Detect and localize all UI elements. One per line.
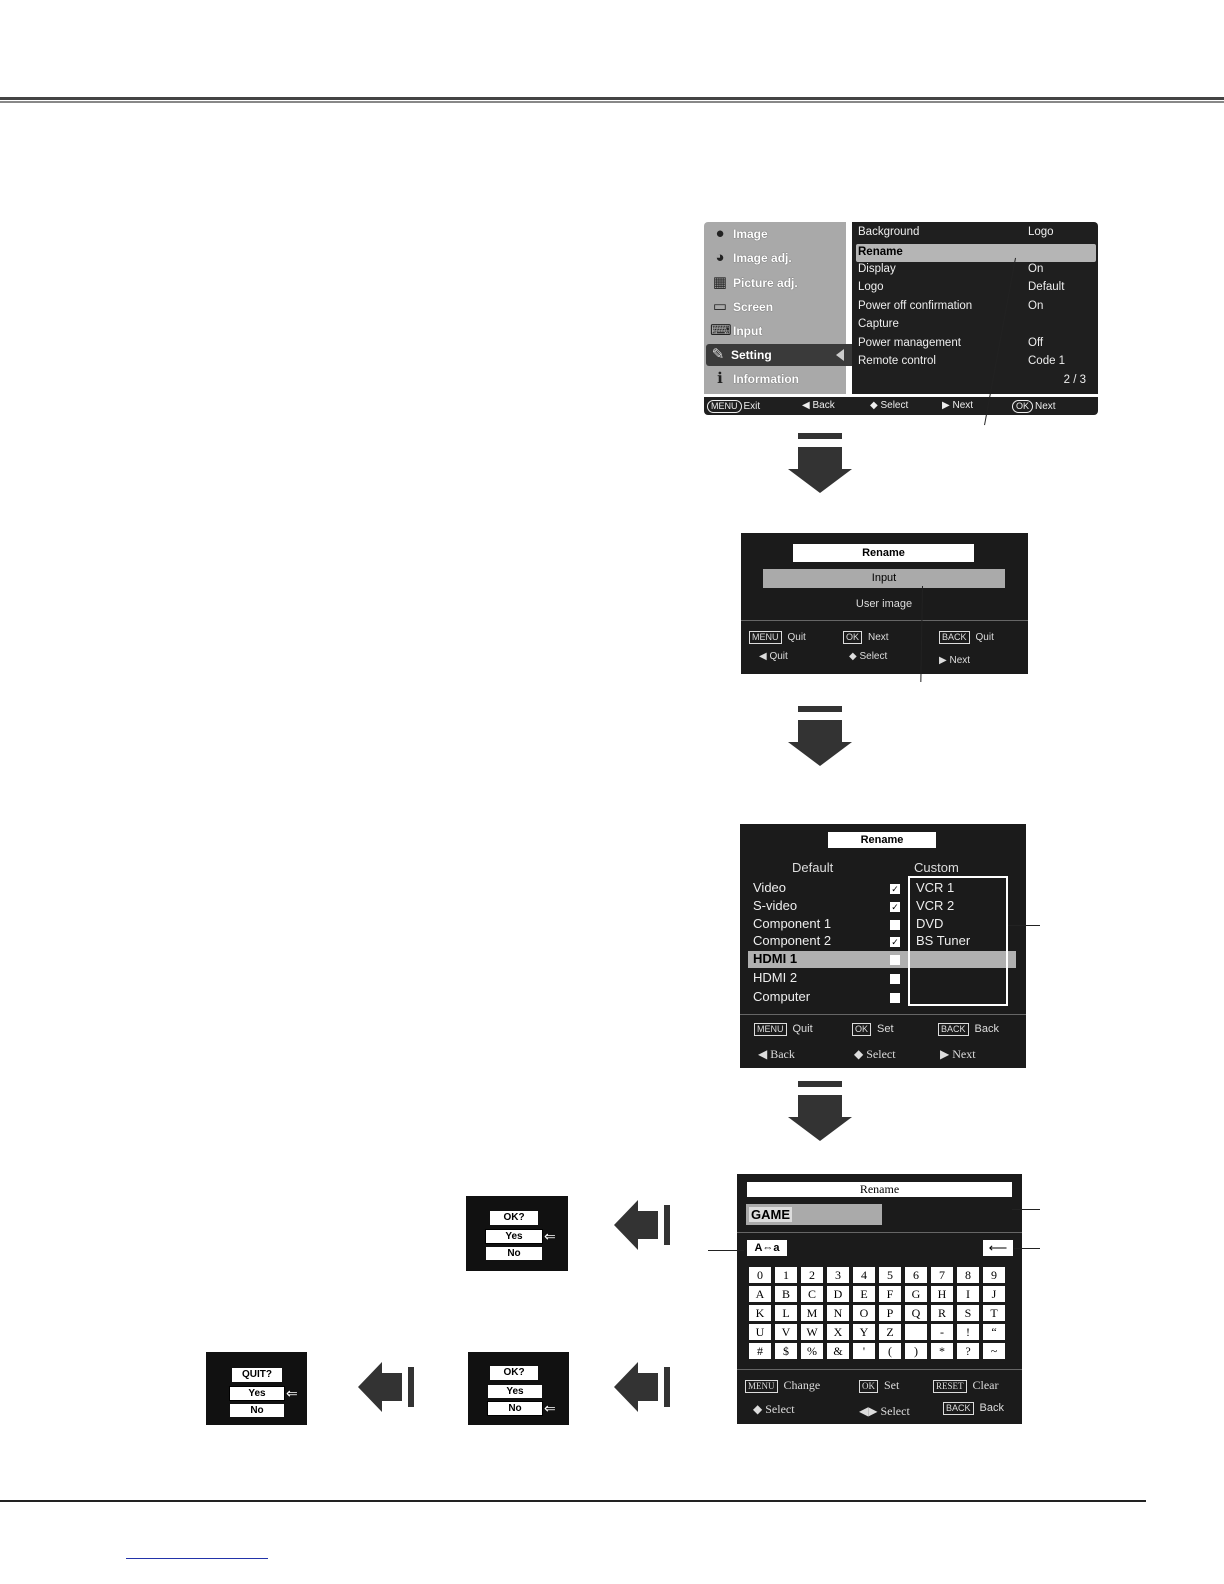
menu-item-image-adj[interactable]: ◕ Image adj. bbox=[708, 247, 846, 269]
help-leftright-select: ◀▶ Select bbox=[859, 1404, 910, 1418]
footer-link-underline bbox=[126, 1558, 268, 1559]
keyboard-key[interactable]: V bbox=[775, 1324, 797, 1340]
submenu-item-display[interactable]: Display On bbox=[858, 263, 1044, 275]
keyboard-key[interactable]: 2 bbox=[801, 1267, 823, 1283]
divider bbox=[737, 1369, 1022, 1370]
submenu-item-power-management[interactable]: Power management Off bbox=[858, 337, 1044, 349]
keyboard-key[interactable] bbox=[905, 1324, 927, 1340]
backspace-button[interactable]: ⟵ bbox=[983, 1240, 1013, 1256]
rename-select-dialog bbox=[741, 533, 1028, 674]
list-item[interactable]: Video ✓ VCR 1 bbox=[753, 880, 955, 895]
help-reset-clear: RESET Clear bbox=[933, 1378, 999, 1393]
keyboard-key[interactable]: Z bbox=[879, 1324, 901, 1340]
submenu-item-rename[interactable]: Rename bbox=[856, 244, 1096, 262]
keyboard-key[interactable]: P bbox=[879, 1305, 901, 1321]
keyboard-key[interactable]: L bbox=[775, 1305, 797, 1321]
keyboard-key[interactable]: T bbox=[983, 1305, 1005, 1321]
keyboard-key[interactable]: % bbox=[801, 1343, 823, 1359]
keyboard-key[interactable]: F bbox=[879, 1286, 901, 1302]
keyboard-key[interactable]: ~ bbox=[983, 1343, 1005, 1359]
case-toggle-button[interactable]: A⇔a bbox=[747, 1240, 787, 1256]
keyboard-key[interactable]: 4 bbox=[853, 1267, 875, 1283]
help-left-quit: ◀ Quit bbox=[759, 651, 788, 662]
keyboard-key[interactable]: # bbox=[749, 1343, 771, 1359]
keyboard-key[interactable]: C bbox=[801, 1286, 823, 1302]
keyboard-key[interactable]: J bbox=[983, 1286, 1005, 1302]
keyboard-key[interactable]: R bbox=[931, 1305, 953, 1321]
help-left-back: ◀ Back bbox=[758, 1047, 795, 1061]
help-updown-select: ◆ Select bbox=[753, 1402, 795, 1416]
screen-icon: ▭ bbox=[712, 298, 728, 315]
confirm-quit-dialog bbox=[206, 1352, 307, 1425]
menu-sidebar bbox=[704, 222, 846, 394]
help-menu-change: MENU Change bbox=[745, 1378, 820, 1393]
callout-line-backspace bbox=[1014, 1248, 1040, 1249]
header-rule-thin bbox=[0, 101, 1224, 103]
confirm-title: OK? bbox=[490, 1211, 538, 1225]
submenu-item-capture[interactable]: Capture bbox=[858, 318, 899, 330]
keyboard-key[interactable]: 5 bbox=[879, 1267, 901, 1283]
keyboard-key[interactable]: S bbox=[957, 1305, 979, 1321]
keyboard-key[interactable]: G bbox=[905, 1286, 927, 1302]
step-arrow-down-icon bbox=[788, 1081, 852, 1141]
keyboard-key[interactable]: & bbox=[827, 1343, 849, 1359]
keyboard-key[interactable]: U bbox=[749, 1324, 771, 1340]
help-back-back: BACK Back bbox=[938, 1023, 999, 1036]
help-ok-next: OK Next bbox=[1012, 400, 1056, 413]
divider bbox=[737, 1232, 1022, 1233]
dialog-title: Rename bbox=[793, 544, 974, 562]
step-arrow-left-icon bbox=[614, 1362, 676, 1412]
step-arrow-left-icon bbox=[614, 1200, 676, 1250]
help-back-quit: BACK Quit bbox=[939, 631, 994, 644]
custom-names-frame bbox=[908, 876, 1008, 1006]
help-select: ◆ Select bbox=[870, 400, 909, 411]
keyboard-key[interactable]: ? bbox=[957, 1343, 979, 1359]
checkbox[interactable] bbox=[890, 993, 900, 1003]
rename-keyboard-dialog bbox=[737, 1174, 1022, 1424]
dialog-title: Rename bbox=[747, 1182, 1012, 1197]
keyboard-key[interactable]: I bbox=[957, 1286, 979, 1302]
callout-line-custom bbox=[1008, 925, 1040, 926]
callout-line-case-toggle bbox=[708, 1250, 744, 1251]
submenu-item-power-off-confirmation[interactable]: Power off confirmation On bbox=[858, 300, 1044, 312]
keyboard-key[interactable]: ! bbox=[957, 1324, 979, 1340]
selection-arrow-icon: ⇐ bbox=[544, 1400, 556, 1416]
menu-item-screen[interactable]: ▭ Screen bbox=[708, 296, 846, 318]
checkbox[interactable] bbox=[890, 955, 900, 965]
information-icon: ℹ bbox=[717, 370, 723, 387]
keyboard-key[interactable]: D bbox=[827, 1286, 849, 1302]
header-rule bbox=[0, 97, 1224, 100]
keyboard-key[interactable]: M bbox=[801, 1305, 823, 1321]
menu-item-input[interactable]: ⌨ Input bbox=[710, 322, 763, 339]
step-arrow-down-icon bbox=[788, 433, 852, 493]
setting-icon: ✎ bbox=[711, 346, 725, 363]
active-indicator-icon bbox=[836, 349, 844, 361]
keyboard-key[interactable]: 1 bbox=[775, 1267, 797, 1283]
confirm-ok-dialog bbox=[466, 1196, 568, 1271]
keyboard-key[interactable]: H bbox=[931, 1286, 953, 1302]
keyboard-key[interactable]: - bbox=[931, 1324, 953, 1340]
confirm-ok-dialog bbox=[468, 1352, 569, 1425]
callout-line-input-field bbox=[1012, 1209, 1040, 1210]
image-adjust-icon: ◕ bbox=[715, 249, 725, 266]
selection-arrow-icon: ⇐ bbox=[286, 1385, 298, 1401]
keyboard-key[interactable]: Q bbox=[905, 1305, 927, 1321]
confirm-title: QUIT? bbox=[232, 1368, 282, 1382]
keyboard-key[interactable]: $ bbox=[775, 1343, 797, 1359]
selection-arrow-icon: ⇐ bbox=[544, 1228, 556, 1244]
name-input[interactable]: GAME bbox=[746, 1204, 882, 1225]
list-item[interactable]: Computer bbox=[748, 989, 1016, 1006]
list-item[interactable]: HDMI 2 bbox=[748, 970, 1016, 987]
keyboard-key[interactable]: 0 bbox=[749, 1267, 771, 1283]
step-arrow-left-icon bbox=[358, 1362, 420, 1412]
keyboard-key[interactable]: 8 bbox=[957, 1267, 979, 1283]
help-menu-quit: MENU Quit bbox=[749, 631, 806, 644]
help-back: ◀ Back bbox=[802, 400, 835, 411]
confirm-no-option[interactable]: No bbox=[230, 1404, 284, 1417]
divider bbox=[740, 1014, 1026, 1015]
checkbox[interactable]: ✓ bbox=[891, 937, 899, 947]
help-right-next: ▶ Next bbox=[939, 655, 971, 666]
keyboard-key[interactable]: X bbox=[827, 1324, 849, 1340]
confirm-yes-option[interactable]: Yes bbox=[230, 1387, 284, 1400]
rename-option-user-image[interactable]: User image bbox=[855, 598, 913, 610]
setting-menu-screen bbox=[704, 222, 1098, 416]
menu-item-setting[interactable]: ✎ Setting bbox=[706, 344, 852, 366]
keyboard-key[interactable]: Y bbox=[853, 1324, 875, 1340]
checkbox[interactable] bbox=[890, 974, 900, 984]
checkbox[interactable] bbox=[890, 920, 900, 930]
help-select: ◆ Select bbox=[854, 1047, 896, 1061]
keyboard-key[interactable]: E bbox=[853, 1286, 875, 1302]
list-item[interactable]: Component 2 ✓ BS Tuner bbox=[753, 933, 971, 948]
keyboard-key[interactable]: K bbox=[749, 1305, 771, 1321]
checkbox[interactable]: ✓ bbox=[891, 902, 899, 912]
rename-option-input[interactable]: Input bbox=[763, 569, 1005, 588]
submenu-item-remote-control[interactable]: Remote control Code 1 bbox=[858, 355, 1066, 367]
confirm-no-option[interactable]: No bbox=[486, 1247, 542, 1260]
confirm-yes-option[interactable]: Yes bbox=[488, 1385, 542, 1398]
keyboard-key[interactable]: * bbox=[931, 1343, 953, 1359]
list-item[interactable]: Component 1 DVD bbox=[753, 916, 944, 931]
keyboard-key[interactable]: 9 bbox=[983, 1267, 1005, 1283]
picture-adjust-icon: ▦ bbox=[712, 274, 728, 291]
help-ok-next: OK Next bbox=[843, 631, 889, 644]
list-item-selected[interactable]: HDMI 1 bbox=[748, 951, 1016, 968]
help-exit: MENU Exit bbox=[707, 400, 760, 413]
keyboard-key[interactable]: ) bbox=[905, 1343, 927, 1359]
keyboard-key[interactable]: O bbox=[853, 1305, 875, 1321]
list-item[interactable]: S-video ✓ VCR 2 bbox=[753, 898, 955, 913]
input-icon: ⌨ bbox=[710, 322, 732, 339]
page-indicator: 2 / 3 bbox=[1063, 374, 1086, 386]
confirm-no-option[interactable]: No bbox=[488, 1402, 542, 1415]
help-right-next: ▶ Next bbox=[940, 1047, 976, 1061]
menu-item-picture-adj[interactable]: ▦ Picture adj. bbox=[708, 272, 846, 294]
dialog-title: Rename bbox=[828, 832, 936, 848]
help-ok-set: OK Set bbox=[852, 1023, 894, 1036]
step-arrow-down-icon bbox=[788, 706, 852, 766]
keyboard-key[interactable]: 6 bbox=[905, 1267, 927, 1283]
rename-list-dialog bbox=[740, 824, 1026, 1068]
help-back-back: BACK Back bbox=[943, 1402, 1004, 1415]
submenu-item-background[interactable]: Background Logo bbox=[858, 226, 1054, 238]
keyboard-key[interactable]: ( bbox=[879, 1343, 901, 1359]
submenu-item-logo[interactable]: Logo Default bbox=[858, 281, 1065, 293]
confirm-title: OK? bbox=[490, 1366, 538, 1380]
help-menu-quit: MENU Quit bbox=[754, 1023, 813, 1036]
image-icon: ● bbox=[715, 225, 725, 242]
keyboard-key[interactable]: B bbox=[775, 1286, 797, 1302]
footer-rule bbox=[0, 1500, 1146, 1502]
keyboard-key[interactable]: ' bbox=[853, 1343, 875, 1359]
help-select: ◆ Select bbox=[849, 651, 888, 662]
menu-help-bar bbox=[704, 397, 1098, 415]
divider bbox=[741, 620, 1028, 621]
menu-item-information[interactable]: ℹ Information bbox=[708, 368, 846, 390]
keyboard-key[interactable]: “ bbox=[983, 1324, 1005, 1340]
keyboard-key[interactable]: N bbox=[827, 1305, 849, 1321]
column-header-default: Default bbox=[792, 860, 834, 875]
keyboard-key[interactable]: W bbox=[801, 1324, 823, 1340]
setting-submenu bbox=[852, 222, 1098, 394]
menu-item-image[interactable]: ● Image bbox=[708, 223, 846, 245]
checkbox[interactable]: ✓ bbox=[891, 884, 899, 894]
keyboard-key[interactable]: A bbox=[749, 1286, 771, 1302]
keyboard-key[interactable]: 3 bbox=[827, 1267, 849, 1283]
help-ok-set: OK Set bbox=[859, 1378, 899, 1393]
keyboard-key[interactable]: 7 bbox=[931, 1267, 953, 1283]
confirm-yes-option[interactable]: Yes bbox=[486, 1230, 542, 1243]
help-next: ▶ Next bbox=[942, 400, 974, 411]
column-header-custom: Custom bbox=[914, 860, 959, 875]
